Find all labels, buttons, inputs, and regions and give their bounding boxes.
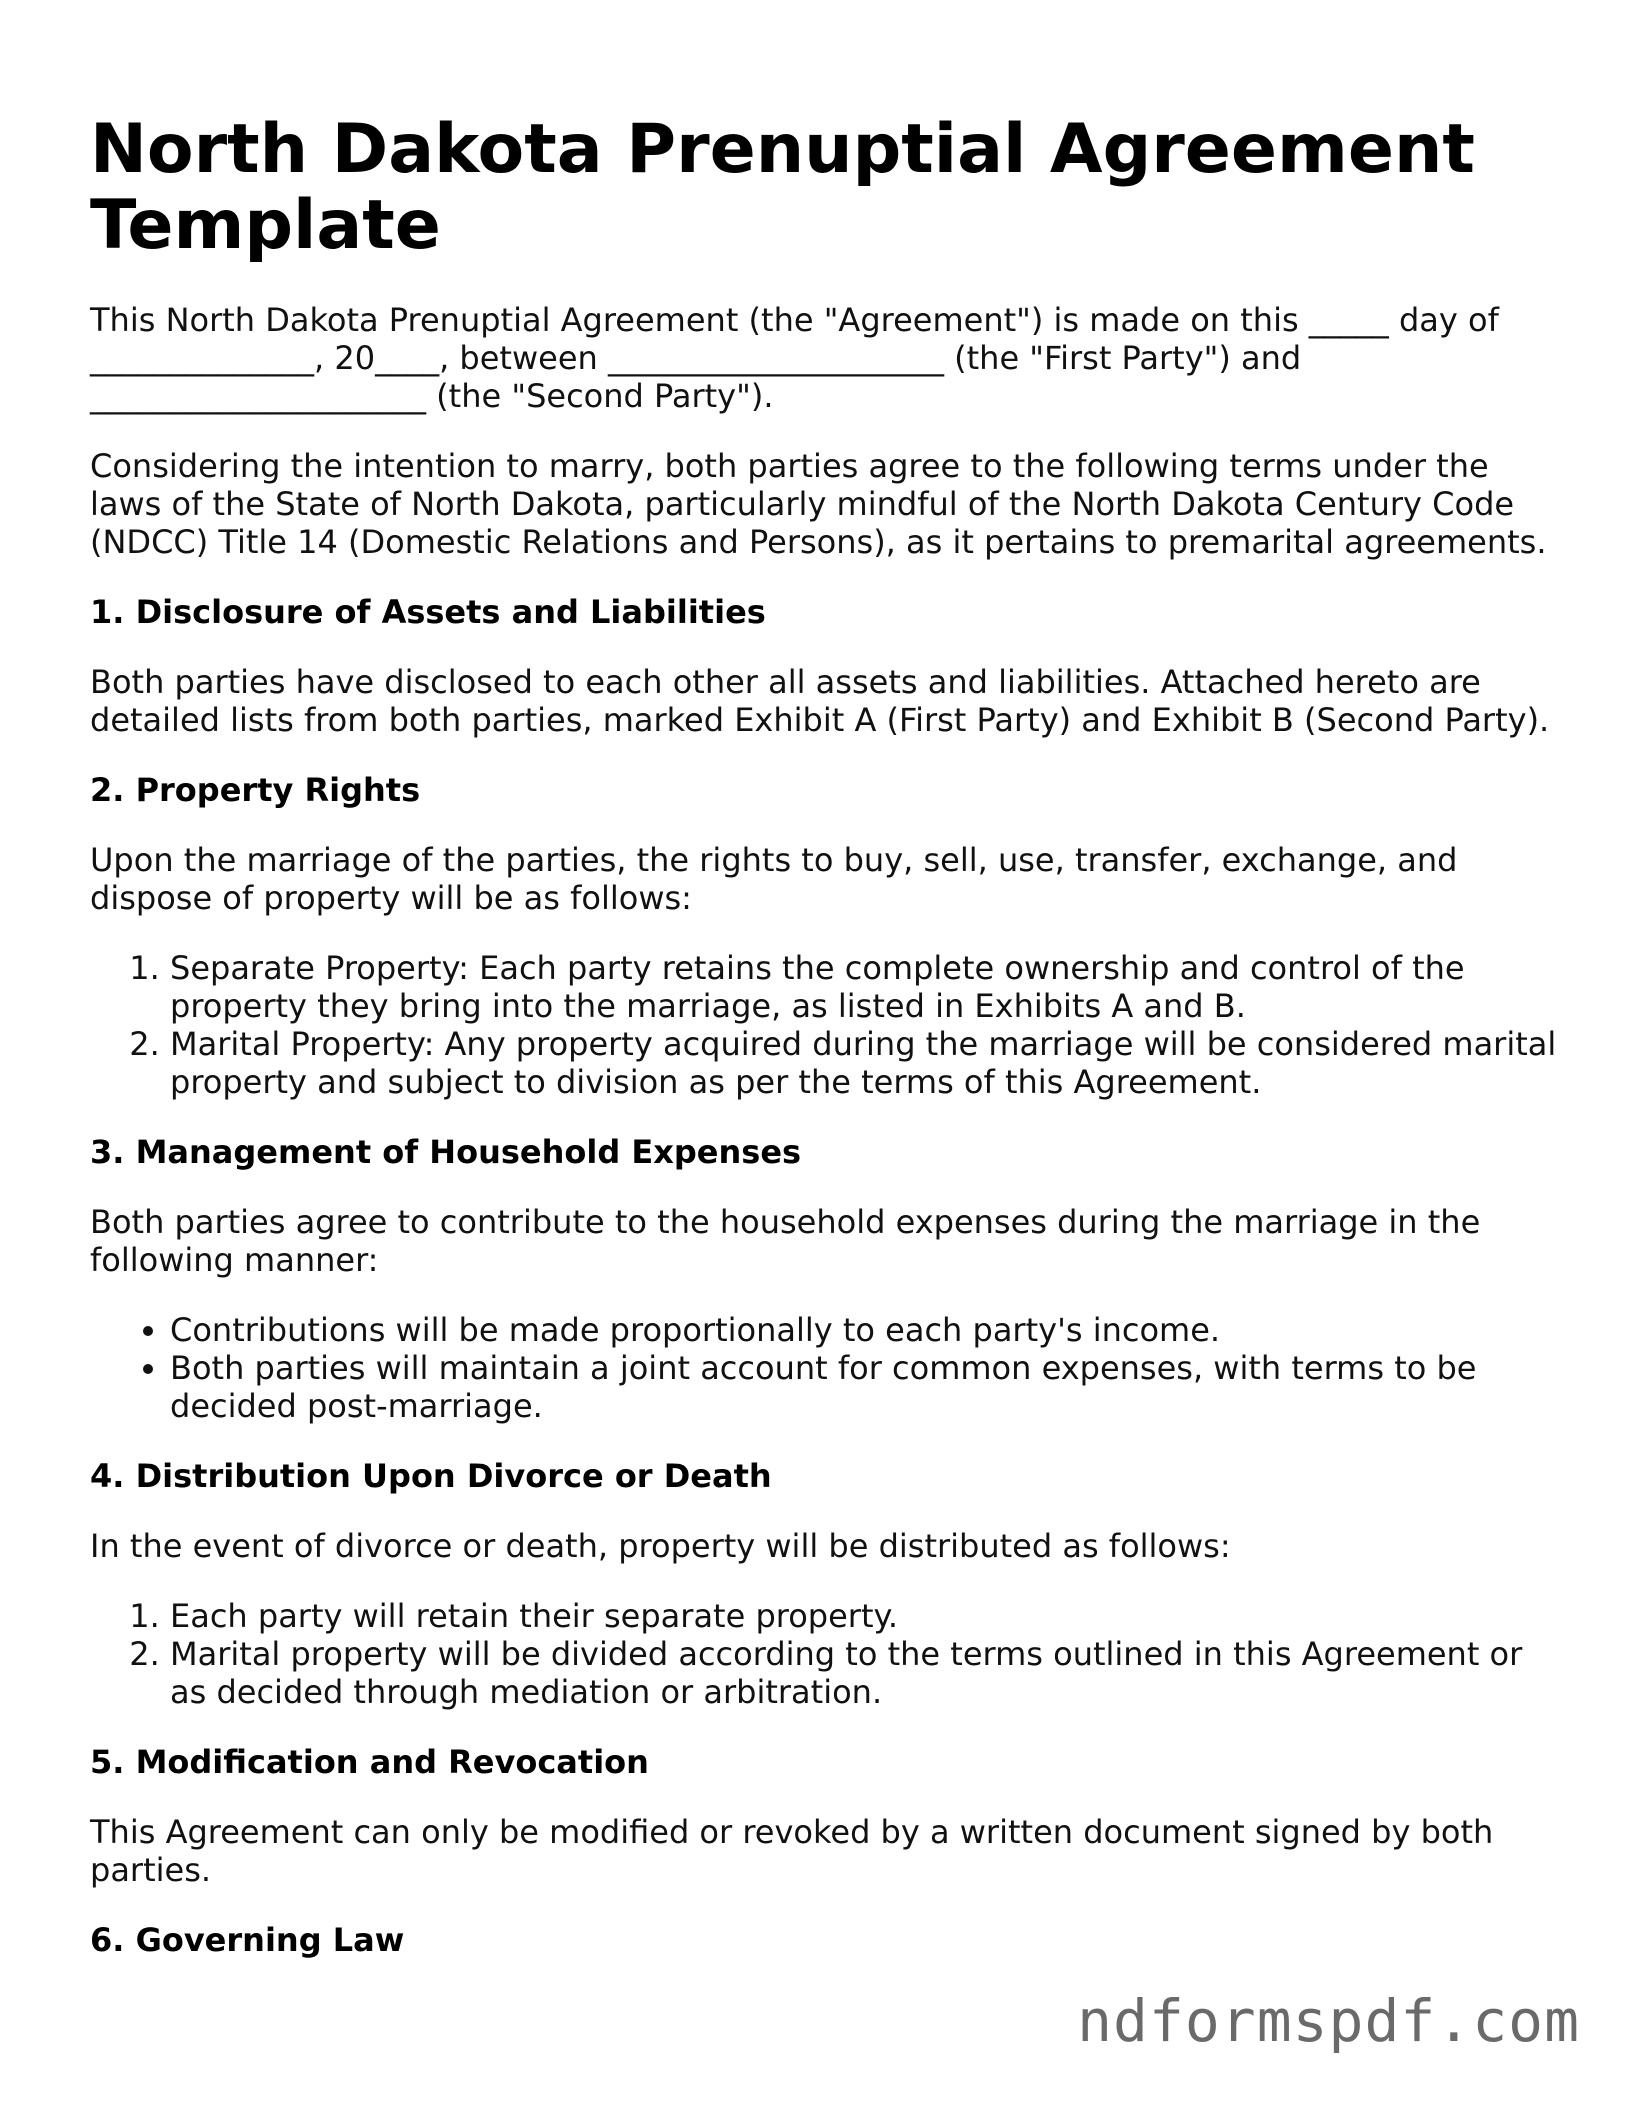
household-expenses-list — [90, 1311, 1560, 1425]
section-body-disclosure: Both parties have disclosed to each other all assets and liabilities. Attached hereto are detailed lists from both parties, marked Exhibit A (First Party) and Exhibit B (Second Party). — [90, 663, 1550, 739]
list-item: 1. Separate Property: Each party retains the complete ownership and control of the property they bring into the marriage, as listed in Exhibits A and B. — [170, 949, 1560, 1025]
list-item: 2. Marital Property: Any property acquired during the marriage will be considered marital property and subject to division as per the terms of this Agreement. — [170, 1025, 1560, 1101]
section-heading-governing-law: 6. Governing Law — [90, 1921, 405, 1959]
intro-paragraph: This North Dakota Prenuptial Agreement (the "Agreement") is made on this _____ day of ______________, 20____, between _____________________ (the "First Party") and _____________________ (the "Second Party"). — [90, 301, 1499, 415]
section-heading-distribution: 4. Distribution Upon Divorce or Death — [90, 1457, 772, 1495]
page-title: North Dakota Prenuptial Agreement Template — [90, 110, 1475, 265]
section-body-household-expenses: Both parties agree to contribute to the household expenses during the marriage in the following manner: — [90, 1203, 1481, 1279]
section-heading-household-expenses: 3. Management of Household Expenses — [90, 1133, 802, 1171]
section-body-modification: This Agreement can only be modified or revoked by a written document signed by both parties. — [90, 1813, 1494, 1889]
document-page — [90, 112, 1560, 1959]
considering-paragraph: Considering the intention to marry, both parties agree to the following terms under the laws of the State of North Dakota, particularly mindful of the North Dakota Century Code (NDCC) Title 14 (Domestic Relations and Persons), as it pertains to premarital agreements. — [90, 447, 1547, 561]
section-body-property-rights: Upon the marriage of the parties, the rights to buy, sell, use, transfer, exchange, and dispose of property will be as follows: — [90, 841, 1458, 917]
list-item: • Both parties will maintain a joint account for common expenses, with terms to be decided post-marriage. — [170, 1349, 1560, 1425]
section-heading-disclosure: 1. Disclosure of Assets and Liabilities — [90, 593, 766, 631]
property-rights-list — [90, 949, 1560, 1101]
section-heading-property-rights: 2. Property Rights — [90, 771, 421, 809]
section-heading-modification: 5. Modification and Revocation — [90, 1743, 649, 1781]
distribution-list — [90, 1597, 1560, 1711]
list-item: 1. Each party will retain their separate property. — [170, 1597, 1560, 1635]
list-item: • Contributions will be made proportionally to each party's income. — [170, 1311, 1560, 1349]
list-item: 2. Marital property will be divided according to the terms outlined in this Agreement or as decided through mediation or arbitration. — [170, 1635, 1560, 1711]
site-watermark: ndformspdf.com — [1077, 1987, 1580, 2055]
section-body-distribution: In the event of divorce or death, property will be distributed as follows: — [90, 1527, 1231, 1565]
